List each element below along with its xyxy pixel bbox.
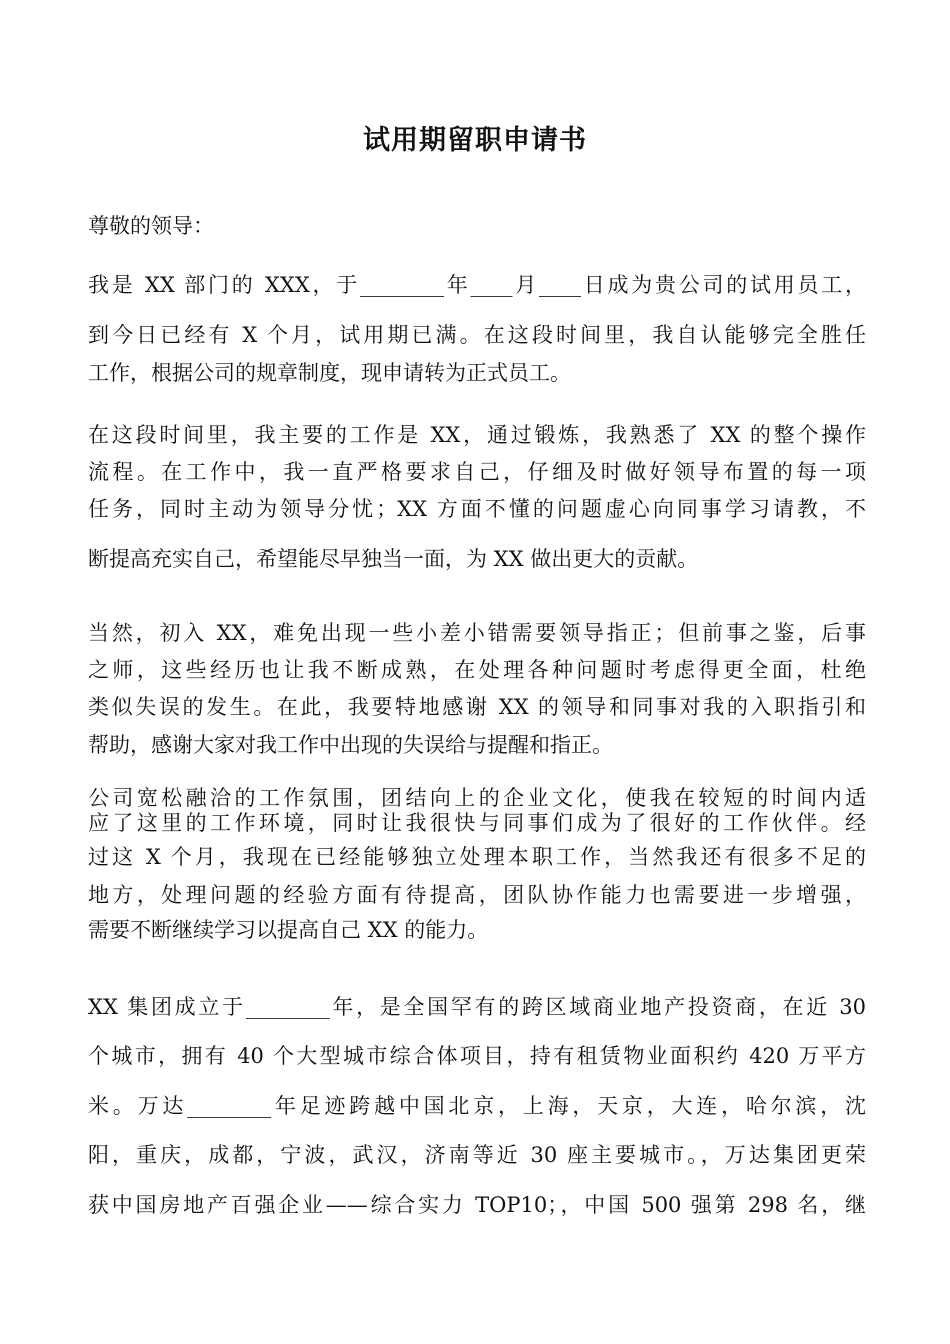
paragraph-line: 阳，重庆，成都，宁波，武汉，济南等近 30 座主要城市。，万达集团更荣 — [88, 1143, 866, 1167]
paragraph-line: 米。万达________年足迹跨越中国北京，上海，天京，大连，哈尔滨，沈 — [88, 1094, 866, 1118]
document-title: 试用期留职申请书 — [363, 125, 587, 156]
paragraph-line: 流程。在工作中，我一直严格要求自己，仔细及时做好领导布置的每一项 — [88, 460, 866, 484]
paragraph-line: 获中国房地产百强企业——综合实力 TOP10；，中国 500 强第 298 名，继 — [88, 1193, 866, 1217]
paragraph-line: 在这段时间里，我主要的工作是 XX，通过锻炼，我熟悉了 XX 的整个操作 — [88, 423, 866, 447]
paragraph-line: 断提高充实自己，希望能尽早独当一面，为 XX 做出更大的贡献。 — [88, 547, 699, 571]
paragraph-line: XX 集团成立于________年，是全国罕有的跨区域商业地产投资商，在近 30 — [88, 995, 866, 1019]
salutation: 尊敬的领导： — [88, 214, 214, 238]
paragraph-line: 我是 XX 部门的 XXX，于________年____月____日成为贵公司的试用员工， — [88, 273, 866, 297]
paragraph-line: 任务，同时主动为领导分忧；XX 方面不懂的问题虚心向同事学习请教，不 — [88, 497, 866, 521]
paragraph-line: 公司宽松融洽的工作氛围，团结向上的企业文化，使我在较短的时间内适 — [88, 786, 866, 810]
paragraph-line: 帮助，感谢大家对我工作中出现的失误给与提醒和指正。 — [88, 733, 613, 757]
paragraph-line: 应了这里的工作环境，同时让我很快与同事们成为了很好的工作伙伴。经 — [88, 811, 866, 835]
paragraph-line: 当然，初入 XX，难免出现一些小差小错需要领导指正；但前事之鉴，后事 — [88, 621, 866, 645]
paragraph-line: 需要不断继续学习以提高自己 XX 的能力。 — [88, 918, 489, 942]
paragraph-line: 工作，根据公司的规章制度，现申请转为正式员工。 — [88, 361, 571, 385]
paragraph-line: 到今日已经有 X 个月，试用期已满。在这段时间里，我自认能够完全胜任 — [88, 323, 866, 347]
paragraph-line: 过这 X 个月，我现在已经能够独立处理本职工作，当然我还有很多不足的 — [88, 845, 866, 869]
paragraph-line: 之师，这些经历也让我不断成熟，在处理各种问题时考虑得更全面，杜绝 — [88, 658, 866, 682]
paragraph-line: 类似失误的发生。在此，我要特地感谢 XX 的领导和同事对我的入职指引和 — [88, 695, 866, 719]
paragraph-line: 个城市，拥有 40 个大型城市综合体项目，持有租赁物业面积约 420 万平方 — [88, 1044, 866, 1068]
paragraph-line: 地方，处理问题的经验方面有待提高，团队协作能力也需要进一步增强， — [88, 883, 866, 907]
